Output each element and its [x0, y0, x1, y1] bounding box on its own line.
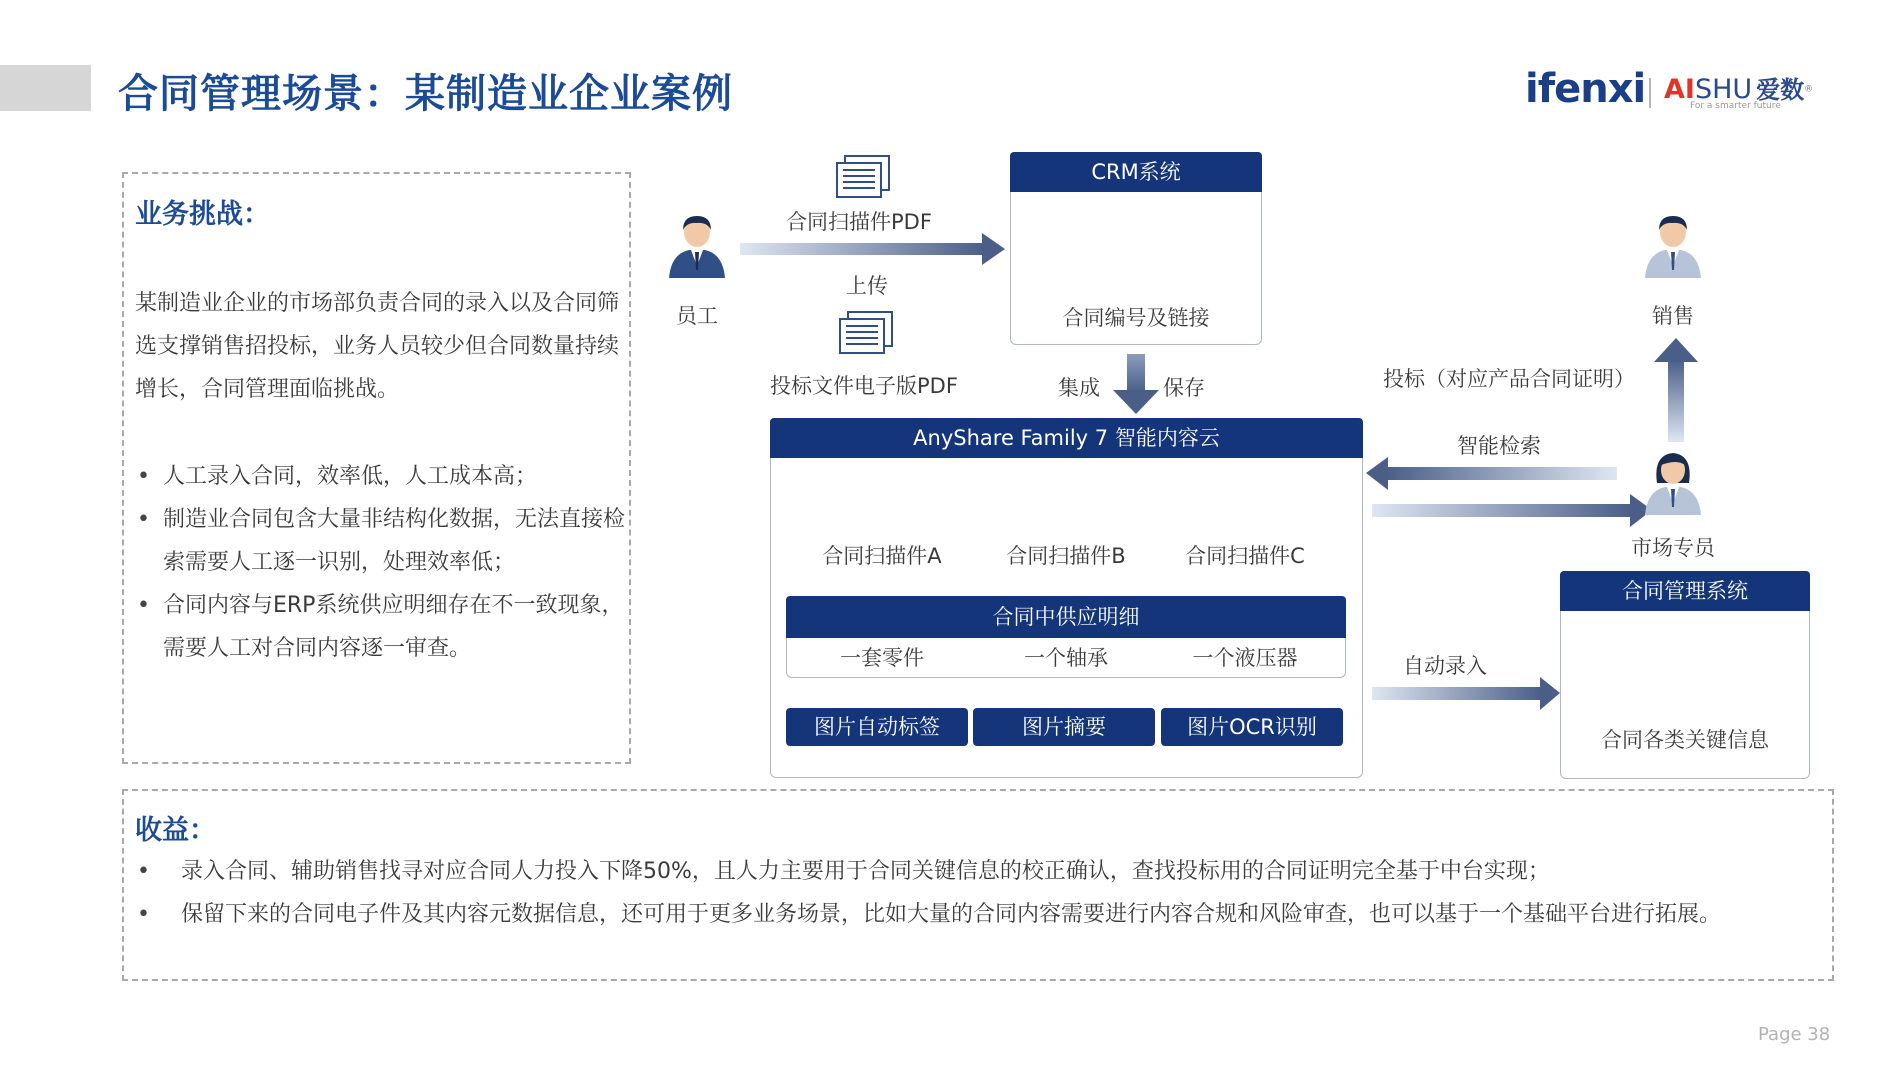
sales-label: 销售 [1652, 304, 1694, 328]
upload-arrow [740, 233, 1005, 265]
anyshare-title: AnyShare Family 7 智能内容云 [770, 418, 1363, 458]
save-label: 保存 [1163, 376, 1205, 400]
scan-pdf-label: 合同扫描件PDF [786, 210, 932, 234]
supply-item-bearing: 一个轴承 [1024, 646, 1108, 670]
smart-search-label: 智能检索 [1457, 434, 1541, 458]
scan-c-label: 合同扫描件C [1185, 544, 1305, 568]
page-number: Page 38 [1758, 1024, 1831, 1045]
registered-mark: ® [1804, 84, 1814, 95]
integrate-label: 集成 [1058, 376, 1100, 400]
benefit-bullet: • 保留下来的合同电子件及其内容元数据信息，还可用于更多业务场景，比如大量的合同内容需要进行内容合规和风险审查，也可以基于一个基础平台进行拓展。 [135, 893, 1815, 936]
page-title: 合同管理场景：某制造业企业案例 [118, 71, 733, 117]
auto-entry-label: 自动录入 [1403, 654, 1487, 678]
image-summary-button[interactable]: 图片摘要 [973, 708, 1155, 746]
benefit-bullet: • 录入合同、辅助销售找寻对应合同人力投入下降50%，且人力主要用于合同关键信息的校正确认，查找投标用的合同证明完全基于中台实现； [135, 850, 1815, 893]
aishu-logo-shu: SHU [1694, 74, 1753, 105]
market-specialist-label: 市场专员 [1631, 536, 1715, 560]
image-ocr-button[interactable]: 图片OCR识别 [1161, 708, 1343, 746]
upload-label: 上传 [846, 274, 888, 298]
challenge-heading: 业务挑战： [135, 199, 270, 230]
scan-b-label: 合同扫描件B [1006, 544, 1126, 568]
supply-detail-title: 合同中供应明细 [786, 596, 1346, 638]
challenge-bullet: • 制造业合同包含大量非结构化数据，无法直接检索需要人工逐一识别，处理效率低； [135, 498, 627, 584]
contract-management-system-title: 合同管理系统 [1560, 571, 1810, 611]
employee-person-icon [667, 210, 727, 280]
image-auto-tag-button[interactable]: 图片自动标签 [786, 708, 968, 746]
bid-pdf-label: 投标文件电子版PDF [770, 374, 958, 398]
integrate-arrow [1113, 354, 1159, 414]
cms-content-label: 合同各类关键信息 [1601, 728, 1769, 752]
crm-content-label: 合同编号及链接 [1062, 306, 1210, 330]
challenge-bullet: • 人工录入合同，效率低，人工成本高； [135, 455, 627, 498]
challenge-bullet: • 合同内容与ERP系统供应明细存在不一致现象，需要人工对合同内容逐一审查。 [135, 584, 627, 670]
scan-pdf-document-icon [835, 154, 891, 200]
supply-item-hydraulic: 一个液压器 [1192, 646, 1298, 670]
sales-person-icon [1643, 210, 1703, 280]
search-arrow-right [1372, 494, 1652, 527]
aishu-tagline: For a smarter future [1690, 101, 1781, 111]
bid-proof-label: 投标（对应产品合同证明） [1383, 367, 1635, 391]
benefit-bullet-list [135, 850, 1815, 936]
aishu-logo-ai: AI [1664, 74, 1695, 105]
ifenxi-logo: ifenxi [1525, 66, 1646, 112]
bid-arrow-up [1654, 338, 1698, 442]
crm-system-title: CRM系统 [1010, 152, 1262, 192]
supply-item-parts: 一套零件 [840, 646, 924, 670]
challenge-description: 某制造业企业的市场部负责合同的录入以及合同筛选支撑销售招投标，业务人员较少但合同数量持续增长，合同管理面临挑战。 [135, 291, 620, 402]
bid-pdf-document-icon [838, 310, 894, 356]
search-arrow-left [1366, 457, 1617, 490]
auto-entry-arrow [1372, 677, 1560, 710]
benefit-heading: 收益： [135, 815, 216, 846]
scan-a-label: 合同扫描件A [822, 544, 942, 568]
employee-label: 员工 [676, 304, 718, 328]
aishu-logo-cn: 爱数 [1756, 76, 1805, 104]
market-specialist-person-icon [1643, 447, 1703, 517]
